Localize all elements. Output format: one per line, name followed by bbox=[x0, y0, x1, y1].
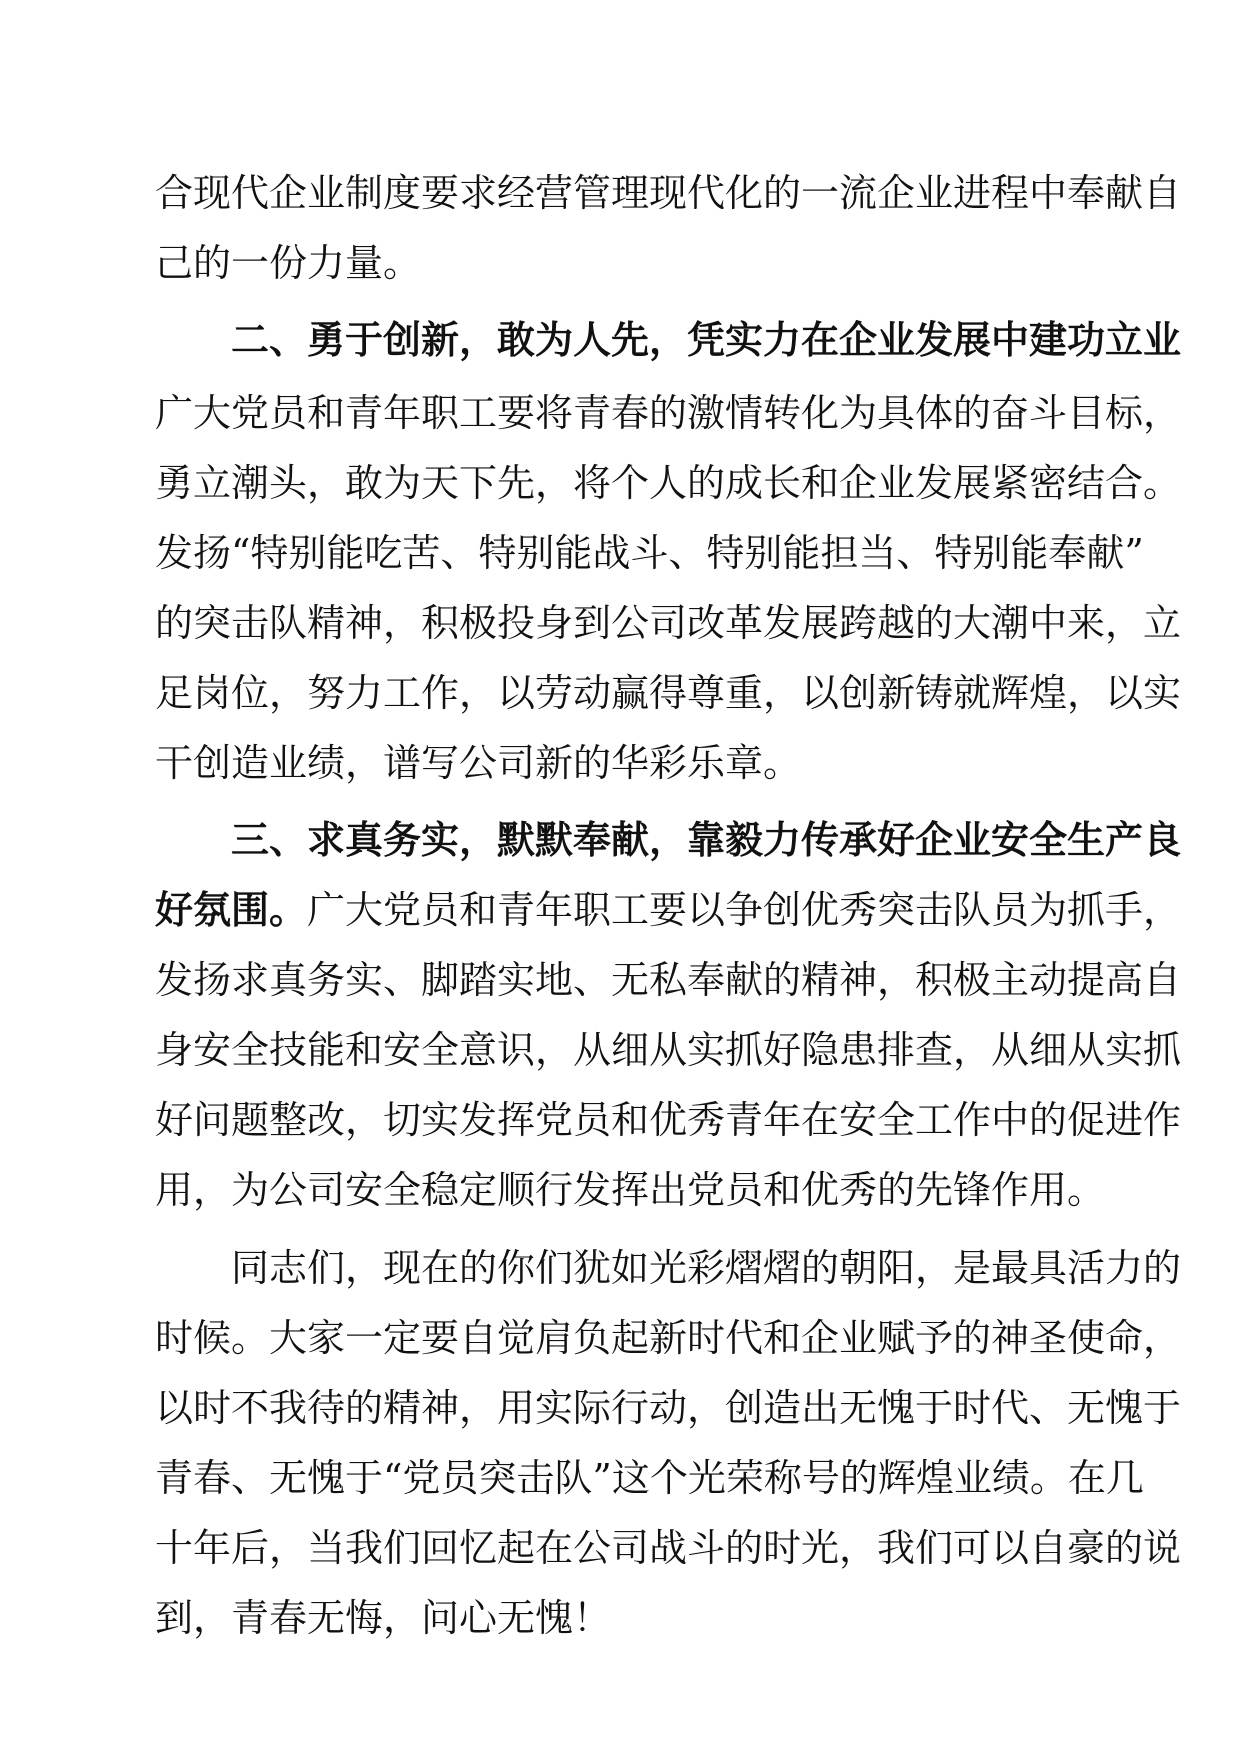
body-line: 的突击队精神，积极投身到公司改革发展跨越的大潮中来，立 bbox=[155, 601, 1182, 645]
mixed-line bbox=[155, 875, 1182, 945]
body-text: 广大党员和青年职工要以争创优秀突击队员为抓手， bbox=[307, 888, 1182, 932]
body-line: 用，为公司安全稳定顺行发挥出党员和优秀的先锋作用。 bbox=[155, 1168, 1106, 1212]
body-line: 十年后，当我们回忆起在公司战斗的时光，我们可以自豪的说 bbox=[155, 1526, 1182, 1570]
body-line: 以时不我待的精神，用实际行动，创造出无愧于时代、无愧于 bbox=[155, 1386, 1182, 1430]
section-heading-3: 三、求真务实，默默奉献，靠毅力传承好企业安全生产良 bbox=[231, 818, 1182, 862]
body-line: 身安全技能和安全意识，从细从实抓好隐患排查，从细从实抓 bbox=[155, 1028, 1182, 1072]
body-line: 足岗位，努力工作，以劳动赢得尊重，以创新铸就辉煌，以实 bbox=[155, 671, 1182, 715]
body-line: 发扬求真务实、脚踏实地、无私奉献的精神，积极主动提高自 bbox=[155, 958, 1182, 1002]
body-line: 好问题整改，切实发挥党员和优秀青年在安全工作中的促进作 bbox=[155, 1098, 1182, 1142]
body-line: 同志们，现在的你们犹如光彩熠熠的朝阳，是最具活力的 bbox=[231, 1246, 1182, 1290]
body-line: 干创造业绩，谱写公司新的华彩乐章。 bbox=[155, 741, 802, 785]
body-line: 勇立潮头，敢为天下先，将个人的成长和企业发展紧密结合。 bbox=[155, 461, 1182, 505]
section-heading-2: 二、勇于创新，敢为人先，凭实力在企业发展中建功立业 bbox=[231, 318, 1182, 362]
body-line: 青春、无愧于“党员突击队”这个光荣称号的辉煌业绩。在几 bbox=[155, 1456, 1144, 1500]
body-line: 时候。大家一定要自觉肩负起新时代和企业赋予的神圣使命， bbox=[155, 1316, 1182, 1360]
section-heading-3-end: 好氛围。 bbox=[155, 888, 308, 932]
body-line: 发扬“特别能吃苦、特别能战斗、特别能担当、特别能奉献” bbox=[155, 531, 1144, 575]
body-line: 广大党员和青年职工要将青春的激情转化为具体的奋斗目标， bbox=[155, 391, 1182, 435]
body-line: 己的一份力量。 bbox=[155, 241, 422, 285]
body-line: 到，青春无悔，问心无愧！ bbox=[155, 1596, 612, 1640]
body-line: 合现代企业制度要求经营管理现代化的一流企业进程中奉献自 bbox=[155, 171, 1182, 215]
